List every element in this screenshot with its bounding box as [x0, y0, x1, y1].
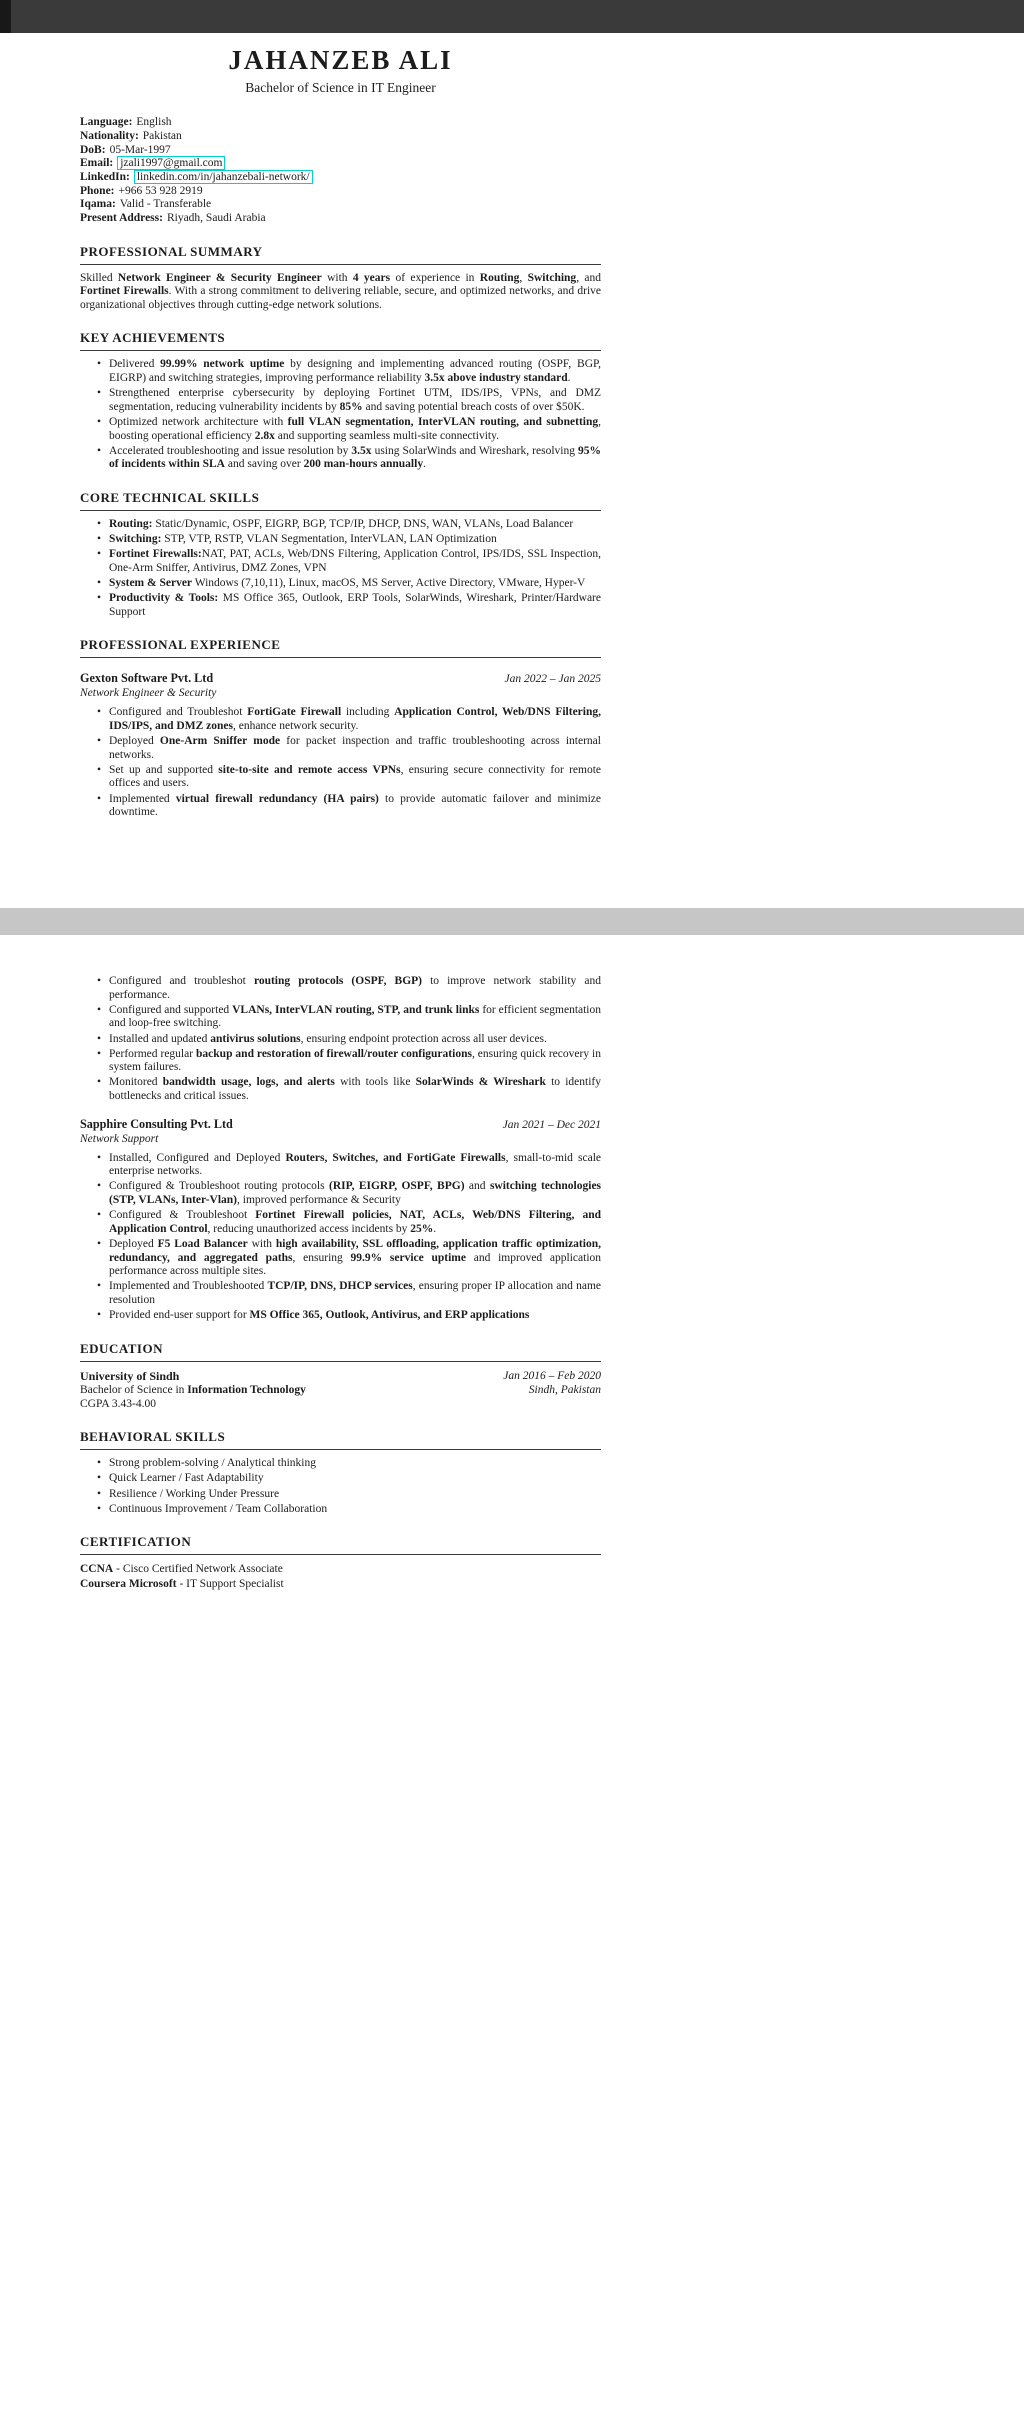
- contact-value: Pakistan: [142, 129, 182, 142]
- document-page-1: [0, 33, 1024, 908]
- list-item: • Routing: Static/Dynamic, OSPF, EIGRP, BGP, TCP/IP, DHCP, DNS, WAN, VLANs, Load Balancer: [96, 518, 601, 532]
- section-title-skills: CORE TECHNICAL SKILLS: [80, 490, 601, 511]
- contact-row-address: [80, 212, 601, 226]
- list-item: • Set up and supported site-to-site and remote access VPNs, ensuring secure connectivity for remote offices and users.: [96, 764, 601, 791]
- document-page-2: [0, 935, 1024, 2413]
- list-item: • Optimized network architecture with full VLAN segmentation, InterVLAN routing, and subnetting, boosting operational efficiency 2.8x and supporting seamless multi-site connectivity.: [96, 416, 601, 443]
- contact-label: Phone:: [80, 184, 115, 197]
- degree-subtitle: Bachelor of Science in IT Engineer: [245, 80, 436, 96]
- gpa-value: CGPA 3.43-4.00: [80, 1398, 156, 1411]
- contact-label: Email:: [80, 157, 114, 170]
- sapphire-bullets: [96, 1152, 601, 1323]
- section-title-certification: CERTIFICATION: [80, 1534, 601, 1555]
- achievements-list: [96, 358, 601, 472]
- page-title: JAHANZEB ALI: [228, 45, 453, 75]
- list-item: • Configured & Troubleshoot Fortinet Firewall policies, NAT, ACLs, Web/DNS Filtering, and Application Control, reducing unauthorized access incidents by 25%.: [96, 1209, 601, 1236]
- contact-row-linkedin: [80, 171, 601, 185]
- contact-row-iqama: [80, 198, 601, 212]
- list-item: • Implemented and Troubleshooted TCP/IP, DNS, DHCP services, ensuring proper IP allocation and name resolution: [96, 1280, 601, 1307]
- section-title-summary: PROFESSIONAL SUMMARY: [80, 244, 601, 265]
- email-link[interactable]: jzali1997@gmail.com: [117, 156, 225, 170]
- contact-value: Riyadh, Saudi Arabia: [166, 211, 266, 224]
- contact-value: English: [136, 116, 172, 129]
- contact-label: Nationality:: [80, 129, 139, 142]
- list-item: • System & Server Windows (7,10,11), Linux, macOS, MS Server, Active Directory, VMware, Hyper-V: [96, 577, 601, 591]
- certification-line: Coursera Microsoft - IT Support Specialist: [80, 1577, 284, 1590]
- list-item: • Strengthened enterprise cybersecurity by deploying Fortinet UTM, IDS/IPS, VPNs, and DMZ segmentation, reducing vulnerability incidents by 85% and saving potential breach costs of over $50K.: [96, 387, 601, 414]
- gexton-bullets-page2: [96, 975, 601, 1104]
- contact-row-email: [80, 157, 601, 171]
- education-row-degree: [80, 1383, 601, 1397]
- linkedin-link[interactable]: linkedin.com/in/jahanzebali-network/: [134, 170, 313, 184]
- contact-value: Valid - Transferable: [119, 198, 212, 211]
- viewer-toolbar: [0, 0, 1024, 33]
- contact-row-nationality: [80, 130, 601, 144]
- job-role: Network Engineer & Security: [80, 687, 217, 700]
- contact-label: DoB:: [80, 143, 106, 156]
- list-item: • Deployed One-Arm Sniffer mode for packet inspection and traffic troubleshooting across internal networks.: [96, 735, 601, 762]
- page-gap: [0, 908, 1024, 935]
- contact-row-dob: [80, 144, 601, 158]
- job-role: Network Support: [80, 1132, 159, 1145]
- degree-name: Bachelor of Science in Information Technology: [80, 1384, 306, 1397]
- section-title-achievements: KEY ACHIEVEMENTS: [80, 330, 601, 351]
- contact-value: 05-Mar-1997: [109, 143, 171, 156]
- section-title-experience: PROFESSIONAL EXPERIENCE: [80, 637, 601, 658]
- list-item: • Resilience / Working Under Pressure: [96, 1488, 601, 1502]
- viewer-toolbar-corner: [0, 0, 11, 33]
- list-item: • Continuous Improvement / Team Collaboration: [96, 1503, 601, 1517]
- list-item: • Installed and updated antivirus solutions, ensuring endpoint protection across all user devices.: [96, 1033, 601, 1047]
- list-item: • Productivity & Tools: MS Office 365, Outlook, ERP Tools, SolarWinds, Wireshark, Printer/Hardware Support: [96, 592, 601, 619]
- skills-list: [96, 518, 601, 619]
- list-item: • Quick Learner / Fast Adaptability: [96, 1472, 601, 1486]
- list-item: • Configured and Troubleshot FortiGate Firewall including Application Control, Web/DNS Filtering, IDS/IPS, and DMZ zones, enhance network security.: [96, 706, 601, 733]
- list-item: • Installed, Configured and Deployed Routers, Switches, and FortiGate Firewalls, small-to-mid scale enterprise networks.: [96, 1152, 601, 1179]
- education-row-gpa: [80, 1397, 601, 1411]
- contact-label: Present Address:: [80, 211, 163, 224]
- school-name: University of Sindh: [80, 1368, 180, 1383]
- education-row-school: [80, 1369, 601, 1384]
- gexton-bullets-page1: [96, 706, 601, 820]
- contact-row-language: [80, 116, 601, 130]
- summary-paragraph: Skilled Network Engineer & Security Engineer with 4 years of experience in Routing, Switching, and Fortinet Firewalls. With a strong commitment to delivering reliable, secure, and optimized networks, and drive organizational objectives through cutting-edge network solutions.: [80, 271, 601, 311]
- contact-row-phone: [80, 185, 601, 199]
- list-item: • Provided end-user support for MS Office 365, Outlook, Antivirus, and ERP applications: [96, 1309, 601, 1323]
- list-item: • Fortinet Firewalls:NAT, PAT, ACLs, Web/DNS Filtering, Application Control, IPS/IDS, SSL Inspection, One-Arm Sniffer, Antivirus, DMZ Zones, VPN: [96, 548, 601, 575]
- contact-block: [80, 116, 601, 225]
- list-item: • Configured and troubleshot routing protocols (OSPF, BGP) to improve network stability and performance.: [96, 975, 601, 1002]
- list-item: • Accelerated troubleshooting and issue resolution by 3.5x using SolarWinds and Wireshark, resolving 95% of incidents within SLA and saving over 200 man-hours annually.: [96, 445, 601, 472]
- contact-value: +966 53 928 2919: [118, 184, 203, 197]
- contact-label: Language:: [80, 116, 133, 129]
- certification-line: CCNA - Cisco Certified Network Associate: [80, 1563, 283, 1576]
- job-dates: Jan 2021 – Dec 2021: [502, 1118, 601, 1131]
- list-item: • Configured and supported VLANs, InterVLAN routing, STP, and trunk links for efficient segmentation and loop-free switching.: [96, 1004, 601, 1031]
- job-header-sapphire: [80, 1117, 601, 1132]
- job-dates: Jan 2022 – Jan 2025: [504, 673, 601, 686]
- company-name: Gexton Software Pvt. Ltd: [80, 671, 214, 686]
- contact-label: LinkedIn:: [80, 170, 130, 183]
- list-item: • Configured & Troubleshoot routing protocols (RIP, EIGRP, OSPF, BPG) and switching technologies (STP, VLANs, Inter-Vlan), improved performance & Security: [96, 1180, 601, 1207]
- education-location: Sindh, Pakistan: [528, 1384, 601, 1397]
- contact-label: Iqama:: [80, 198, 116, 211]
- company-name: Sapphire Consulting Pvt. Ltd: [80, 1116, 233, 1131]
- section-title-behavioral: BEHAVIORAL SKILLS: [80, 1429, 601, 1450]
- list-item: • Performed regular backup and restoration of firewall/router configurations, ensuring quick recovery in system failures.: [96, 1048, 601, 1075]
- list-item: • Switching: STP, VTP, RSTP, VLAN Segmentation, InterVLAN, LAN Optimization: [96, 533, 601, 547]
- section-title-education: EDUCATION: [80, 1341, 601, 1362]
- job-header-gexton: [80, 671, 601, 686]
- list-item: • Strong problem-solving / Analytical thinking: [96, 1457, 601, 1471]
- list-item: • Deployed F5 Load Balancer with high availability, SSL offloading, application traffic optimization, redundancy, and aggregated paths, ensuring 99.9% service uptime and improved application performance across multiple sites.: [96, 1238, 601, 1279]
- education-dates: Jan 2016 – Feb 2020: [503, 1369, 601, 1382]
- list-item: • Delivered 99.99% network uptime by designing and implementing advanced routing (OSPF, BGP, EIGRP) and switching strategies, improving performance reliability 3.5x above industry standard.: [96, 358, 601, 385]
- behavioral-list: [96, 1457, 601, 1516]
- list-item: • Monitored bandwidth usage, logs, and alerts with tools like SolarWinds & Wireshark to identify bottlenecks and critical issues.: [96, 1076, 601, 1103]
- list-item: • Implemented virtual firewall redundancy (HA pairs) to provide automatic failover and minimize downtime.: [96, 793, 601, 820]
